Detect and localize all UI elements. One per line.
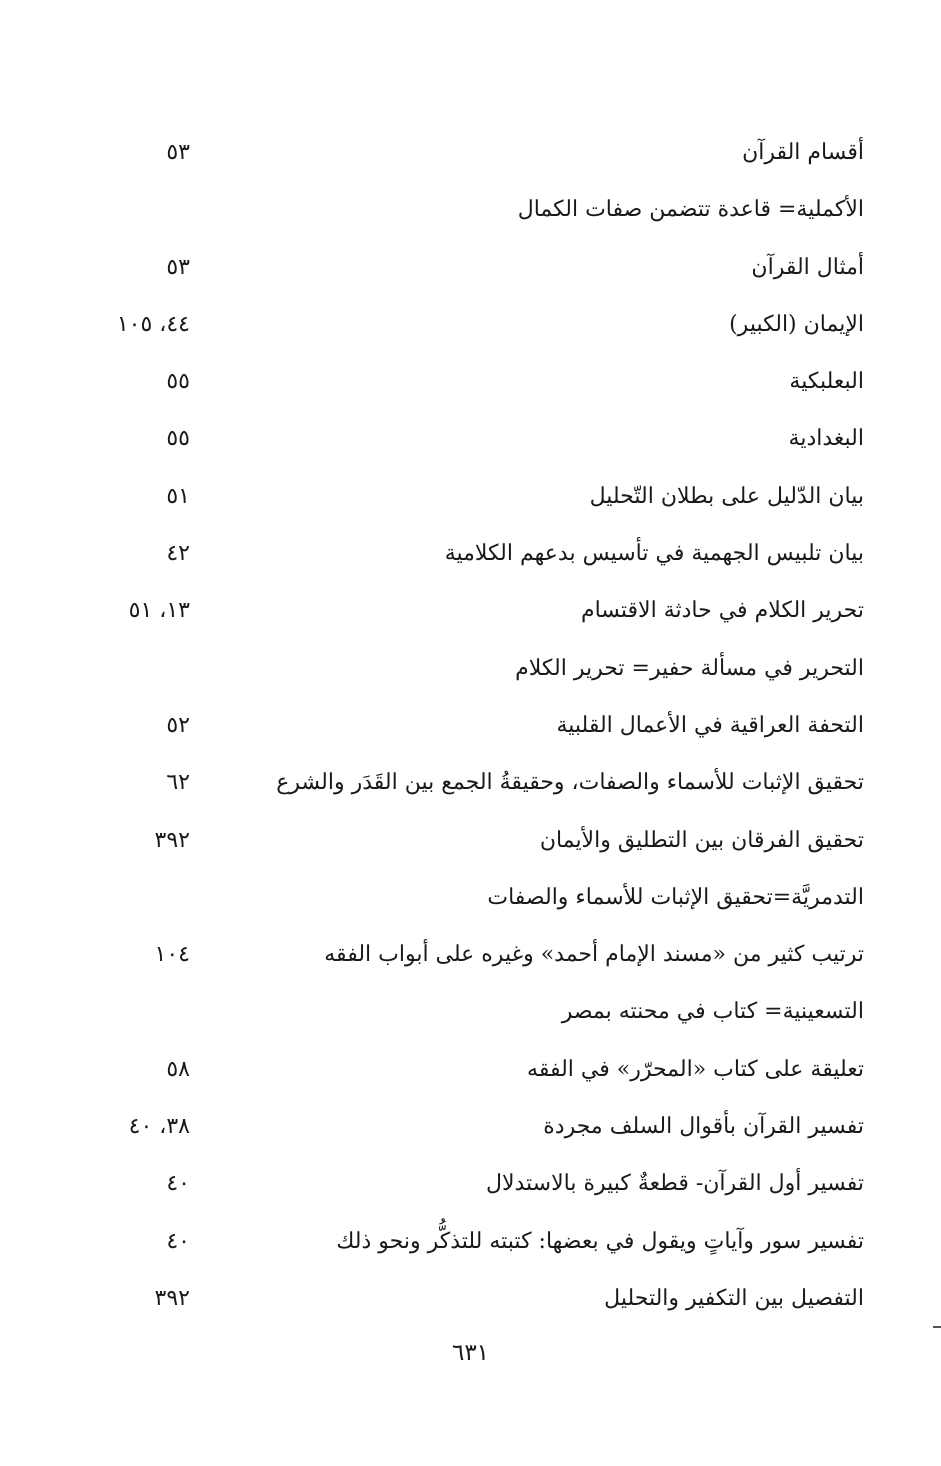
- entry-pages: ٣٩٢: [154, 827, 190, 853]
- entry-title: الأكملية= قاعدة تتضمن صفات الكمال: [517, 197, 864, 223]
- index-entry: [60, 754, 864, 811]
- index-entry: [60, 181, 864, 238]
- entry-pages: ٥١: [166, 483, 190, 509]
- index-entry: [60, 353, 864, 410]
- entry-pages: ٤٠: [166, 1228, 190, 1254]
- index-entry: [60, 1270, 864, 1327]
- index-entry: [60, 1041, 864, 1098]
- index-entry: [60, 410, 864, 467]
- entry-title: بيان الدّليل على بطلان التّحليل: [589, 483, 864, 509]
- entry-title: ترتيب كثير من «مسند الإمام أحمد» وغيره على أبواب الفقه: [324, 942, 864, 968]
- entry-pages: ٤٤، ١٠٥: [116, 311, 190, 337]
- index-entry: [60, 812, 864, 869]
- entry-pages: ٦٢: [166, 770, 190, 796]
- entry-title: أمثال القرآن: [751, 254, 864, 280]
- entry-pages: ٥٥: [166, 369, 190, 395]
- page-number: ٦٣١: [451, 1340, 490, 1366]
- entry-title: التحفة العراقية في الأعمال القلبية: [556, 712, 864, 738]
- entry-title: تحقيق الفرقان بين التطليق والأيمان: [539, 827, 864, 853]
- index-entry: [60, 926, 864, 983]
- entry-pages: ٤٠: [166, 1171, 190, 1197]
- entry-title: تفسير أول القرآن- قطعةٌ كبيرة بالاستدلال: [485, 1171, 864, 1197]
- entry-title: تعليقة على كتاب «المحرّر» في الفقه: [527, 1056, 864, 1082]
- entry-title: الإيمان (الكبير): [729, 311, 864, 337]
- entry-title: البعلبكية: [789, 369, 864, 395]
- entry-pages: ١٠٤: [154, 942, 190, 968]
- index-entry: [60, 525, 864, 582]
- entry-pages: ٣٨، ٤٠: [128, 1114, 190, 1140]
- index-entry: [60, 124, 864, 181]
- index-entry: [60, 468, 864, 525]
- entry-title: البغدادية: [788, 426, 864, 452]
- index-entry: [60, 296, 864, 353]
- index-entry: [60, 1098, 864, 1155]
- index-entry: [60, 640, 864, 697]
- entry-title: تحقيق الإثبات للأسماء والصفات، وحقيقةُ الجمع بين القَدَر والشرع: [276, 770, 864, 796]
- entry-title: تحرير الكلام في حادثة الاقتسام: [580, 598, 864, 624]
- entry-title: بيان تلبيس الجهمية في تأسيس بدعهم الكلامية: [444, 541, 864, 567]
- entry-pages: ٣٩٢: [154, 1285, 190, 1311]
- entry-pages: ١٣، ٥١: [128, 598, 190, 624]
- entry-pages: ٥٣: [166, 140, 190, 165]
- entry-title: تفسير سور وآياتٍ ويقول في بعضها: كتبته للتذكُّر ونحو ذلك: [336, 1228, 864, 1254]
- index-entry: [60, 983, 864, 1040]
- index-entry: [60, 1155, 864, 1212]
- entry-pages: ٥٥: [166, 426, 190, 452]
- index-entry: [60, 697, 864, 754]
- entry-pages: ٥٨: [166, 1056, 190, 1082]
- entry-title: التدمريَّة=تحقيق الإثبات للأسماء والصفات: [487, 884, 864, 910]
- entry-pages: ٥٢: [166, 712, 190, 738]
- entry-title: تفسير القرآن بأقوال السلف مجردة: [543, 1114, 864, 1140]
- index-entry: [60, 582, 864, 639]
- entry-title: أقسام القرآن: [742, 140, 864, 165]
- entry-title: التفصيل بين التكفير والتحليل: [604, 1285, 864, 1311]
- index-list: [60, 124, 864, 1327]
- entry-title: التسعينية= كتاب في محنته بمصر: [561, 999, 864, 1025]
- scan-edge-mark: [933, 1326, 941, 1328]
- entry-pages: ٥٣: [166, 254, 190, 280]
- index-entry: [60, 1213, 864, 1270]
- index-entry: [60, 239, 864, 296]
- entry-pages: ٤٢: [166, 541, 190, 567]
- entry-title: التحرير في مسألة حفير= تحرير الكلام: [515, 655, 864, 681]
- index-entry: [60, 869, 864, 926]
